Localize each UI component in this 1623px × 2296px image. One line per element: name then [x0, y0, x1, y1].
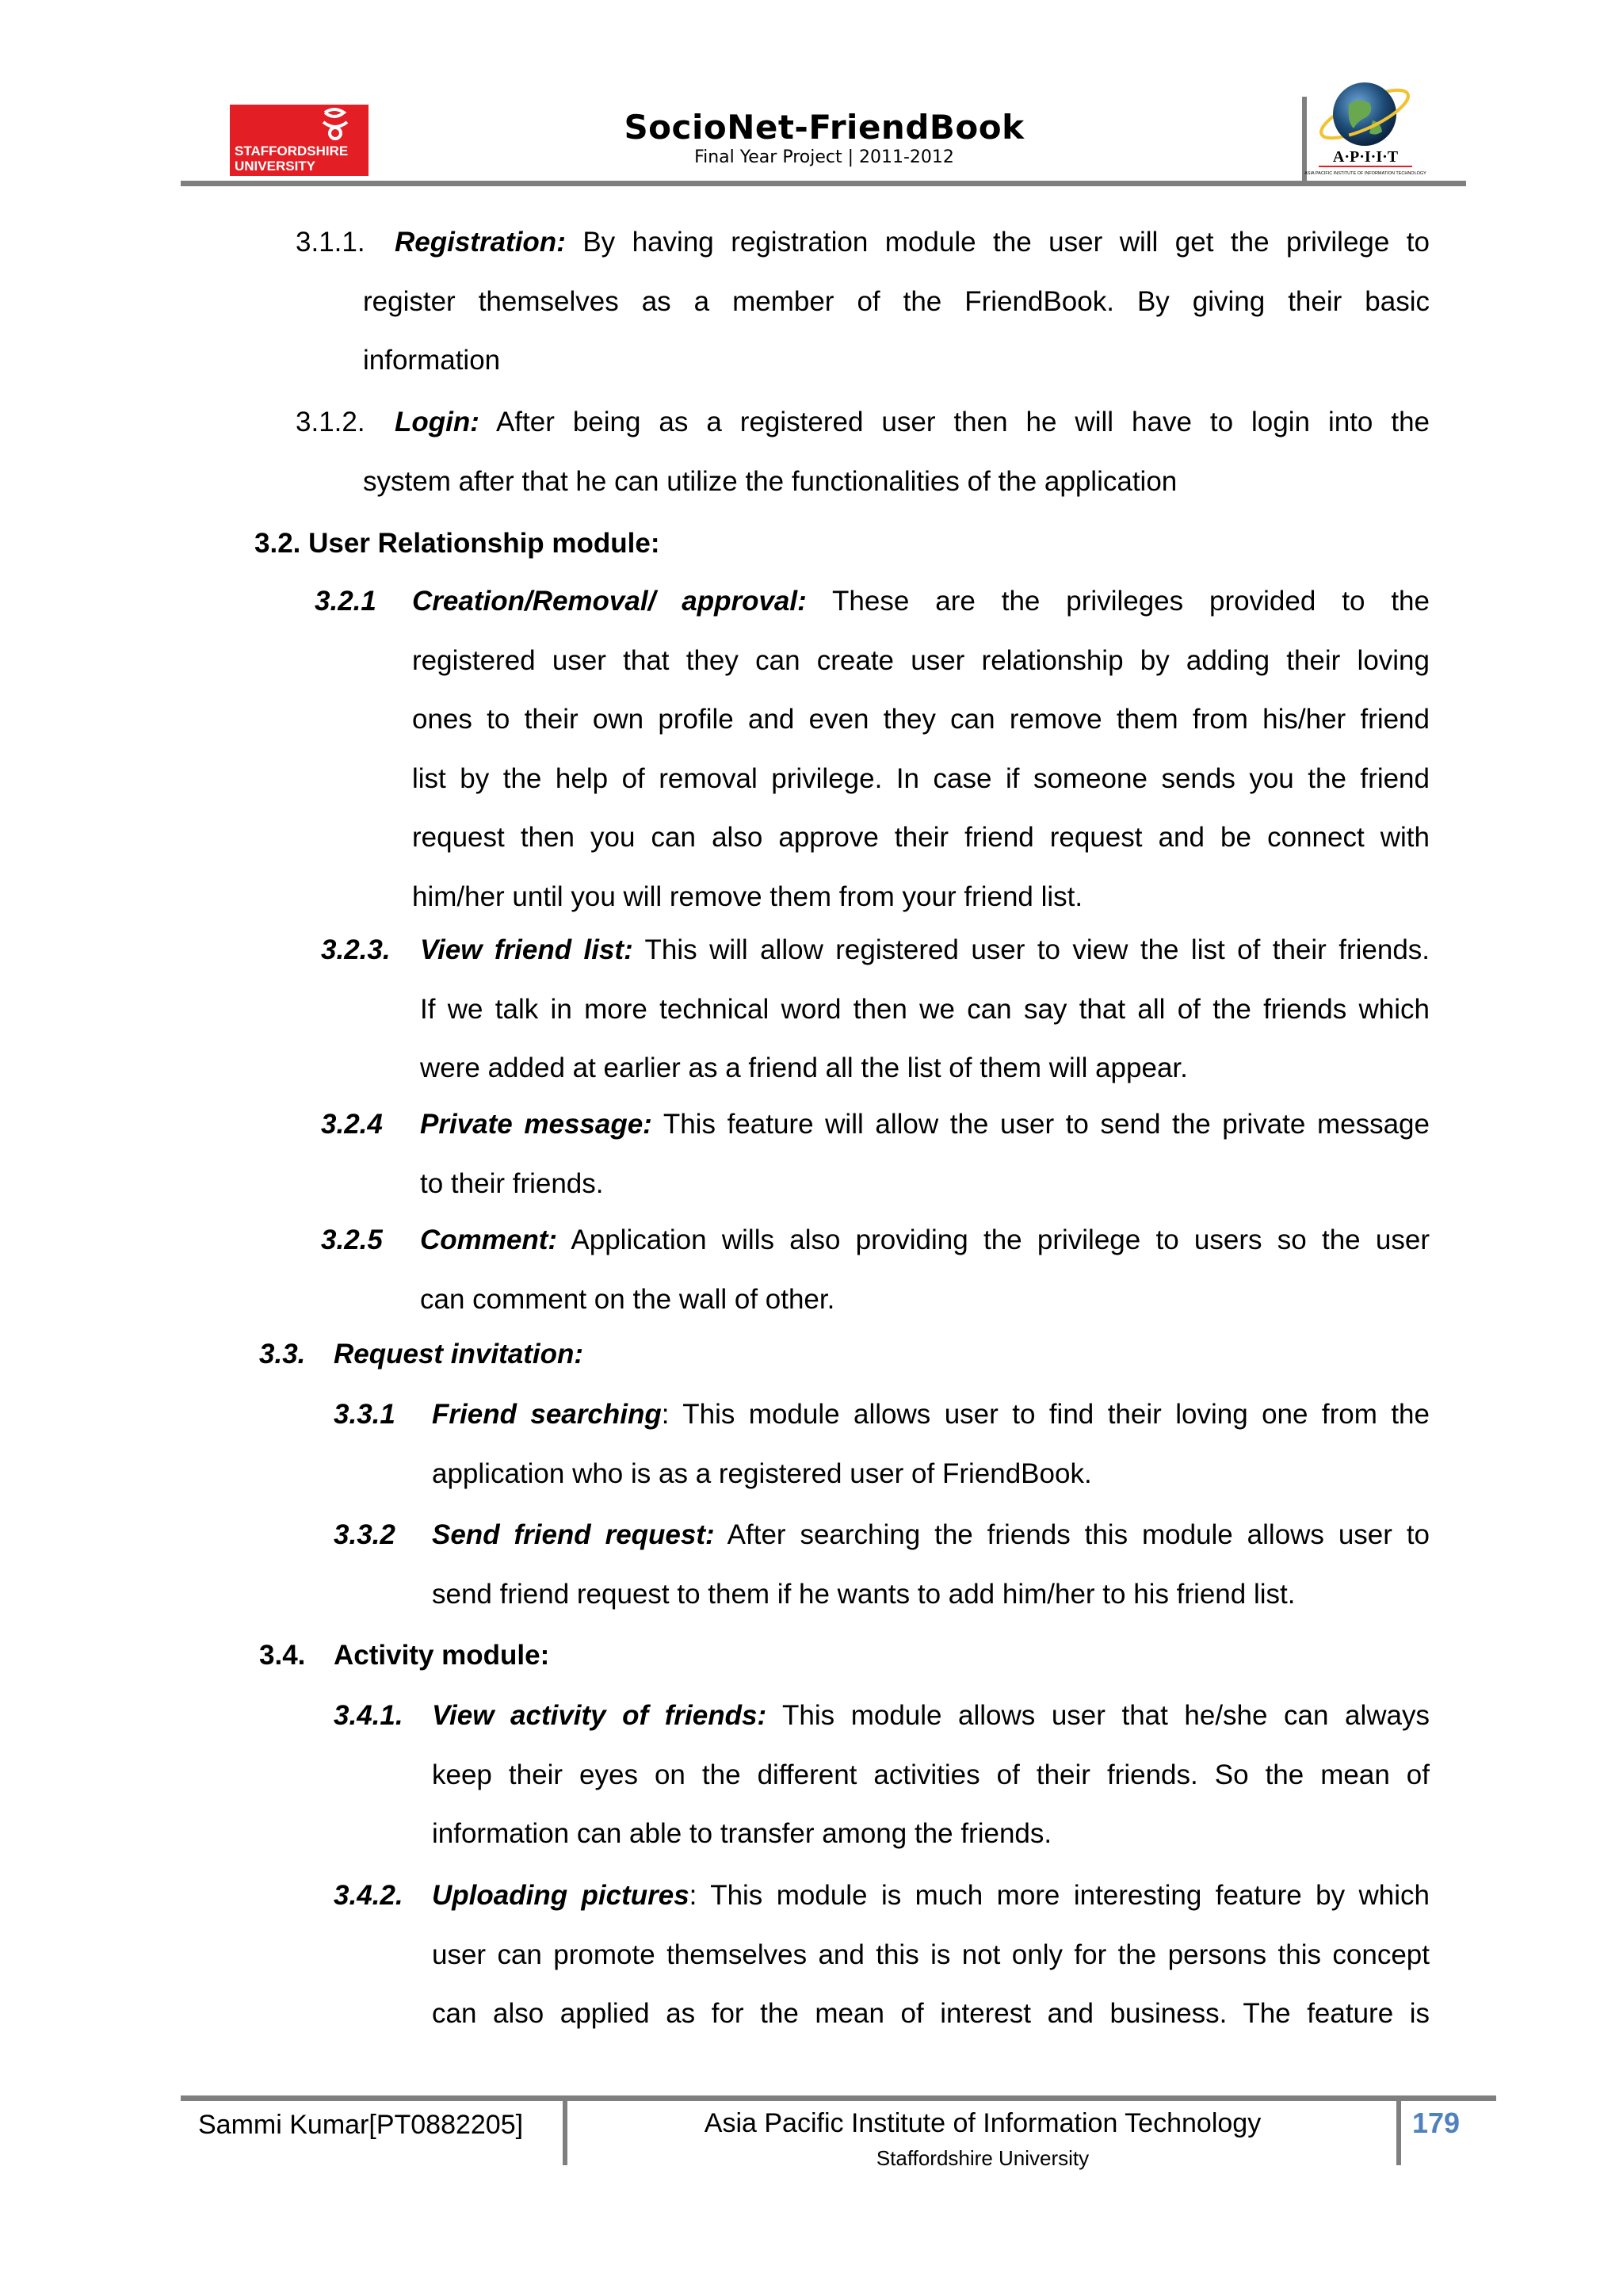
- section-number: 3.2.1: [315, 586, 376, 617]
- footer-divider: [563, 2099, 567, 2165]
- section-title: Send friend request:: [432, 1519, 715, 1550]
- apiit-logo-letters: A·P·I·I·T: [1332, 148, 1399, 166]
- footer-institute: Asia Pacific Institute of Information Technology: [704, 2108, 1262, 2138]
- section-title: Uploading pictures: [432, 1880, 689, 1911]
- section-creation-removal: Creation/Removal/ approval: These are the privileges provided to the registered user that they can create user relationship by adding their loving ones to their own profile and even they can remove them from his/her friend list by the help of removal privilege. In case if someone sends you the friend request then you can also approve their friend request and be connect with him/her until you will remove them from your friend list.: [412, 586, 1430, 912]
- section-view-friend-list: View friend list: This will allow registered user to view the list of their friends. If we talk in more technical word then we can say that all of the friends which were added at earlier as a friend all the list of them will appear.: [420, 934, 1430, 1083]
- section-number: 3.2.5: [321, 1224, 383, 1255]
- section-title: Comment:: [420, 1224, 558, 1255]
- section-number: 3.1.2.: [296, 407, 365, 437]
- section-number: 3.3.2: [334, 1519, 395, 1550]
- section-title: Registration:: [395, 227, 566, 258]
- section-number: 3.4.1.: [334, 1700, 403, 1731]
- section-title: View activity of friends:: [432, 1700, 767, 1731]
- heading-activity-module: Activity module:: [334, 1640, 550, 1671]
- heading-number: 3.3.: [259, 1339, 306, 1370]
- staffs-logo-line1: STAFFORDSHIRE: [235, 143, 349, 159]
- section-login: Login: After being as a registered user then he will have to login into the system after that he can utilize the functionalities of the application: [363, 407, 1430, 497]
- footer-rule: [181, 2095, 1496, 2101]
- staffordshire-logo: [230, 105, 369, 176]
- staffs-logo-line2: UNIVERSITY: [235, 159, 316, 174]
- section-number: 3.4.2.: [334, 1880, 403, 1911]
- section-comment: Comment: Application wills also providing the privilege to users so the user can comment on the wall of other.: [420, 1224, 1430, 1315]
- section-number: 3.1.1.: [296, 227, 365, 258]
- footer-university: Staffordshire University: [876, 2146, 1090, 2170]
- section-title: Private message:: [420, 1109, 652, 1140]
- section-title: Friend searching: [432, 1399, 662, 1430]
- section-number: 3.2.4: [321, 1109, 383, 1140]
- page-number: 179: [1412, 2107, 1461, 2139]
- document-title: SocioNet-FriendBook: [624, 108, 1025, 147]
- section-number: 3.2.3.: [321, 934, 391, 965]
- section-registration: Registration: By having registration module the user will get the privilege to register themselves as a member of the FriendBook. By giving their basic information: [363, 227, 1430, 376]
- footer-divider: [1396, 2099, 1401, 2165]
- section-title: View friend list:: [420, 934, 633, 965]
- section-send-friend-request: Send friend request: After searching the friends this module allows user to send friend request to them if he wants to add him/her to his friend list.: [432, 1519, 1430, 1610]
- apiit-globe-logo: [1304, 73, 1426, 184]
- heading-request-invitation: Request invitation:: [334, 1339, 584, 1370]
- section-uploading-pictures: Uploading pictures: This module is much more interesting feature by which user can promote themselves and this is not only for the persons this concept can also applied as for the mean of interest and business. The feature is: [432, 1880, 1430, 2029]
- section-private-message: Private message: This feature will allow the user to send the private message to their friends.: [420, 1109, 1430, 1199]
- heading-user-relationship: 3.2. User Relationship module:: [254, 528, 660, 559]
- section-friend-searching: Friend searching: This module allows user to find their loving one from the application who is as a registered user of FriendBook.: [432, 1399, 1430, 1489]
- section-title: Creation/Removal/ approval:: [412, 586, 807, 617]
- header-rule: [181, 181, 1466, 186]
- section-title: Login:: [395, 407, 479, 437]
- apiit-logo-subtext: ASIA PACIFIC INSTITUTE OF INFORMATION TECHNOLOGY: [1304, 171, 1426, 176]
- document-subtitle: Final Year Project | 2011-2012: [694, 147, 954, 167]
- section-number: 3.3.1: [334, 1399, 395, 1430]
- footer-author: Sammi Kumar[PT0882205]: [198, 2110, 524, 2140]
- heading-number: 3.4.: [259, 1640, 306, 1671]
- section-view-activity: View activity of friends: This module allows user that he/she can always keep their eyes on the different activities of their friends. So the mean of information can able to transfer among the friends.: [432, 1700, 1430, 1849]
